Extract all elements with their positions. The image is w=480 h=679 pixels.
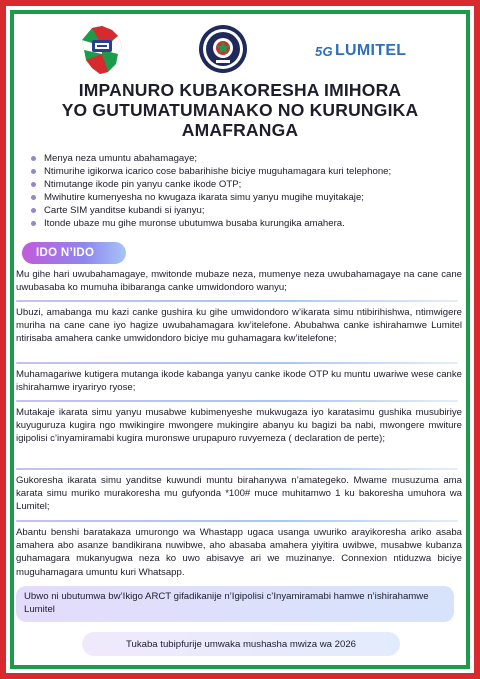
section-badge: IDO N’IDO xyxy=(22,242,126,264)
tip-item: Carte SIM yanditse kubandi si iyanyu; xyxy=(28,204,458,217)
new-year-wish: Tukaba tubipfurije umwaka mushasha mwiza wa 2026 xyxy=(82,632,400,656)
section-divider xyxy=(16,362,458,364)
bullet-dot-icon xyxy=(31,156,36,161)
bullet-dot-icon xyxy=(31,208,36,213)
paragraph-1: Mu gihe hari uwubahamagaye, mwitonde mubaze neza, mumenye neza uwubahamagaye na cane cane uwubasaba ko mumuha ibibaranga canke umwidondoro wanyu; xyxy=(16,269,462,294)
tip-item: Mwihutire kumenyesha no kwugaza ikarata simu yanyu mugihe muyitakaje; xyxy=(28,191,458,204)
tip-item: Itonde ubaze mu gihe muronse ubutumwa busaba kurungika amahera. xyxy=(28,217,458,230)
section-divider xyxy=(16,520,458,522)
tip-item: Menya neza umuntu abahamagaye; xyxy=(28,152,458,165)
paragraph-5: Gukoresha ikarata simu yanditse kuwundi muntu birahanywa n’amategeko. Mwame musuzuma ama karata simu muriko murakoresha mu gufyonda *100# muce muhitamwo 1 ku bakoresha umuhora wa Lumitel; xyxy=(16,475,462,513)
paragraph-2: Ubuzi, amabanga mu kazi canke gushira ku gihe umwidondoro w’ikarata simu ntibirihishwa, ntimwigere muriha na cane cane iyo hagize uwubahamagara kw’itelefone. Abubahwa canke ishirahamwe Lumitel ntirisaba amahera canke umwidondoro biciye mu guhamagara kw’itelefone; xyxy=(16,307,462,345)
paragraph-6: Abantu benshi baratakaza umurongo wa Whastapp ugaca usanga uwuriko arayikoresha ariko asaba amahera abo asanze bandikirana nuwibwe, aho abasaba amahera yiyitira uwibwe, musabwe kubanza guhamagara mukanyugwa neza ko uwo abisavye ari we muzinanye. Connexion ntiduzwa biciye muguhamagara umuntu kuri Whatsapp. xyxy=(16,527,462,578)
bullet-dot-icon xyxy=(31,169,36,174)
bullet-dot-icon xyxy=(31,195,36,200)
paragraph-4: Mutakaje ikarata simu yanyu musabwe kubimenyeshe mukwugaza iyo karatasimu gushika musubiriye kuyuguruza kugira ngo mwikingire mwongere mukingire abanyu ku bagizi ba nabi, mwongere mwiture igipolisi c’inyamiramabi kugira muronswe urupapuro ruvyemeza ( declaration de perte); xyxy=(16,407,462,445)
lumitel-5g-label: 5G xyxy=(315,43,333,59)
lumitel-logo xyxy=(315,41,406,61)
poster xyxy=(14,14,466,665)
section-divider xyxy=(16,400,458,402)
paragraph-3: Muhamagariwe kutigera mutanga ikode kabanga yanyu canke ikode OTP ku muntu uwariwe wese canke ishirahamwe iryariryo ryose; xyxy=(16,369,462,394)
title-line-2: YO GUTUMATUMANAKO NO KURUNGIKA xyxy=(61,100,419,120)
logo-row xyxy=(14,14,466,84)
section-divider xyxy=(16,468,458,470)
title-line-1: IMPANURO KUBAKORESHA IMIHORA xyxy=(78,80,402,100)
bullet-dot-icon xyxy=(31,182,36,187)
tips-list xyxy=(28,152,458,230)
police-seal-logo xyxy=(198,24,248,74)
tip-item: Ntimutange ikode pin yanyu canke ikode OTP; xyxy=(28,178,458,191)
title-line-3: AMAFRANGA xyxy=(181,120,299,140)
tip-item: Ntimurihe igikorwa icarico cose babarihishe biciye muguhamagara kuri telephone; xyxy=(28,165,458,178)
section-divider xyxy=(16,300,458,302)
poster-title xyxy=(34,80,446,140)
bullet-dot-icon xyxy=(31,221,36,226)
arct-notice: Ubwo ni ubutumwa bw’Ikigo ARCT gifadikanije n’Igipolisi c’Inyamiramabi hamwe n’ishirahamwe Lumitel xyxy=(16,586,454,622)
lumitel-wordmark: LUMITEL xyxy=(334,42,407,59)
burundi-map-logo xyxy=(78,24,126,76)
